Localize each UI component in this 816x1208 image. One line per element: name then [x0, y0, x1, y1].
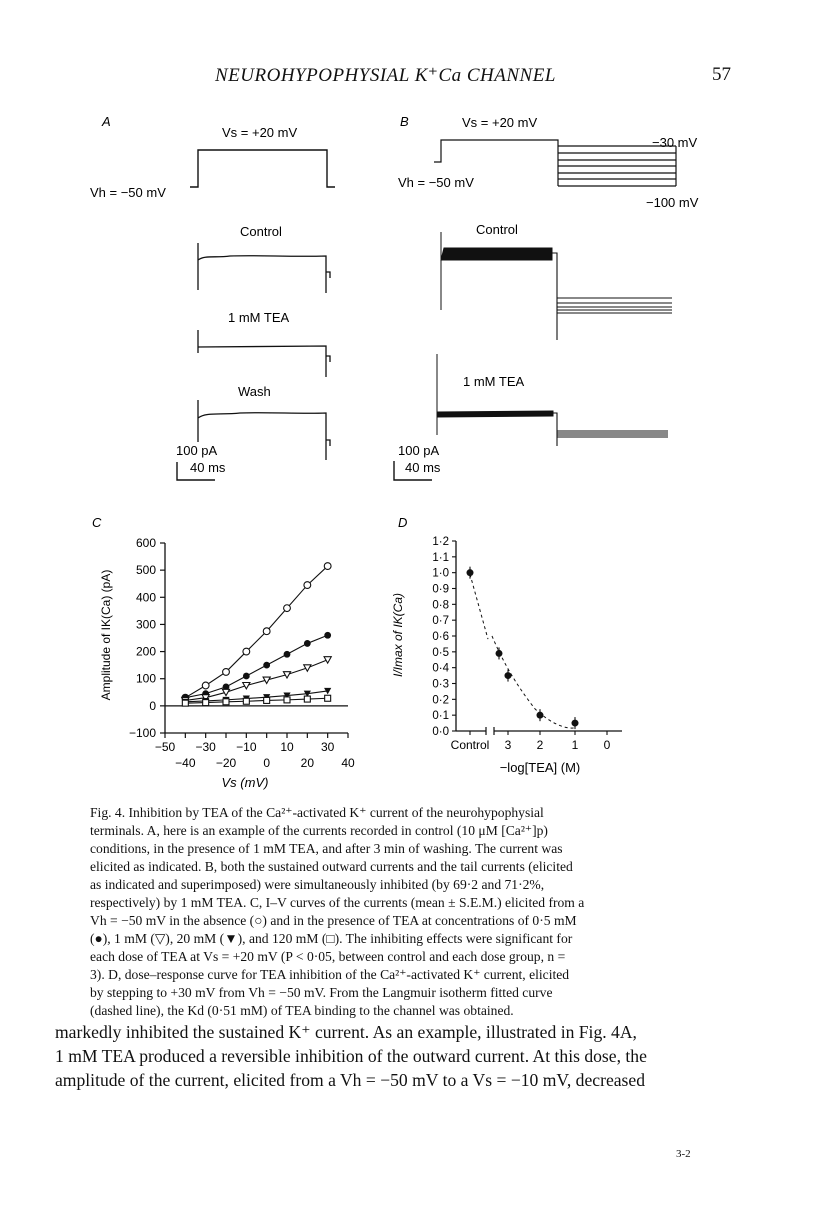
- x-tick-label: −10: [236, 740, 257, 754]
- panel-a-letter: A: [102, 114, 111, 129]
- dose-point: [505, 672, 512, 679]
- caption-line: as indicated and superimposed) were simultaneously inhibited (by 69·2 and 71·2%,: [90, 877, 545, 892]
- panel-a-scale-time: 40 ms: [190, 460, 226, 475]
- x-tick-label: 10: [280, 740, 294, 754]
- y-tick-label: 0·5: [432, 646, 449, 659]
- tea-120mm-point: [203, 700, 209, 706]
- panel-a-trace-label-wash: Wash: [238, 384, 271, 399]
- x-tick-label: 20: [300, 756, 315, 770]
- panel-b-control-trace: [441, 232, 552, 310]
- tea-1mm-point: [324, 657, 331, 663]
- tea-120mm-point: [284, 697, 290, 703]
- tea-120mm-point: [243, 698, 249, 704]
- x-tick-label: −20: [215, 756, 237, 770]
- tea-1mm-point: [243, 683, 250, 689]
- tea-05mm-point: [324, 632, 331, 639]
- caption-line: terminals. A, here is an example of the currents recorded in control (10 μM [Ca²⁺]p): [90, 823, 548, 838]
- dose-point: [572, 720, 579, 727]
- panel-a-vs-label: Vs = +20 mV: [222, 125, 298, 140]
- y-tick-label: 400: [135, 590, 156, 605]
- x-tick-label: 3: [504, 738, 512, 752]
- x-tick-label: 0: [603, 738, 611, 752]
- caption-line: Vh = −50 mV in the absence (○) and in the presence of TEA at concentrations of 0·5 mM: [90, 913, 577, 928]
- panel-d-xlabel: −log[TEA] (M): [499, 760, 581, 775]
- x-tick-label: 0: [263, 756, 271, 770]
- y-tick-label: 1·2: [432, 536, 449, 548]
- panels-ab: [0, 100, 816, 500]
- running-title: NEUROHYPOPHYSIAL K⁺Ca CHANNEL: [215, 65, 556, 86]
- x-tick-label: Control: [450, 738, 490, 752]
- y-tick-label: 0·6: [432, 631, 449, 643]
- panel-b-tail-bottom: −100 mV: [646, 195, 699, 210]
- caption-line: by stepping to +30 mV from Vh = −50 mV. From the Langmuir isotherm fitted curve: [90, 985, 553, 1000]
- x-tick-label: −50: [154, 740, 176, 754]
- x-tick-label: 40: [341, 756, 355, 770]
- dose-point: [467, 569, 474, 576]
- panel-c-xlabel: Vs (mV): [221, 775, 269, 790]
- y-tick-label: 0·4: [432, 662, 449, 675]
- panel-b-tail-top: −30 mV: [652, 135, 698, 150]
- tea-1mm-point: [304, 665, 311, 671]
- panel-a-wash-trace: [198, 400, 330, 460]
- tea-05mm-point: [243, 673, 250, 680]
- panel-b-tea-tails: [553, 413, 668, 446]
- x-tick-label: −30: [195, 740, 216, 754]
- y-tick-label: 500: [135, 563, 156, 578]
- caption-line: 3). D, dose–response curve for TEA inhibition of the Ca²⁺-activated K⁺ current, elicited: [90, 967, 570, 982]
- y-tick-label: 0: [149, 698, 156, 713]
- body-line: markedly inhibited the sustained K⁺ current. As an example, illustrated in Fig. 4A,: [55, 1022, 637, 1042]
- x-tick-label: 2: [536, 738, 544, 752]
- panel-a-voltage-protocol: [190, 150, 335, 187]
- y-tick-label: 100: [135, 671, 156, 686]
- tea-05mm-point: [284, 651, 291, 658]
- panel-c-letter: C: [92, 515, 102, 530]
- tea-120mm-point: [223, 699, 229, 705]
- control-point: [324, 563, 331, 570]
- y-tick-label: 1·0: [432, 567, 449, 580]
- caption-line: elicited as indicated. B, both the sustained outward currents and the tail currents (elicited: [90, 859, 573, 874]
- y-tick-label: 0·9: [432, 583, 449, 596]
- control-point: [304, 582, 311, 589]
- caption-line: respectively) by 1 mM TEA. C, I–V curves of the currents (mean ± S.E.M.) elicited from a: [90, 895, 585, 910]
- y-tick-label: 0·1: [432, 710, 449, 723]
- panel-c-ylabel: Amplitude of IK(Ca) (pA): [99, 569, 113, 701]
- panel-b-scale-current: 100 pA: [398, 443, 440, 458]
- tea-120mm-point: [264, 697, 270, 703]
- caption-line: conditions, in the presence of 1 mM TEA, and after 3 min of washing. The current was: [90, 841, 563, 856]
- body-text: [55, 1020, 777, 1092]
- tea-05mm-point: [304, 640, 311, 647]
- tea-120mm-point: [182, 700, 188, 706]
- panel-b-trace-label-tea: 1 mM TEA: [463, 374, 525, 389]
- x-tick-label: 30: [320, 740, 335, 754]
- x-tick-label: 1: [571, 738, 579, 752]
- control-point: [223, 669, 230, 676]
- tea-120mm-point: [304, 696, 310, 702]
- panel-b-control-tails: [552, 253, 672, 340]
- caption-line: (●), 1 mM (▽), 20 mM (▼), and 120 mM (□). The inhibiting effects were significant for: [90, 931, 573, 946]
- panel-b-trace-label-control: Control: [476, 222, 518, 237]
- figure-caption: [90, 804, 700, 1020]
- panel-a-trace-label-control: Control: [240, 224, 282, 239]
- panel-c-chart: [80, 505, 380, 795]
- dose-point: [537, 712, 544, 719]
- control-point: [202, 682, 209, 689]
- y-tick-label: 200: [135, 644, 156, 659]
- caption-line: each dose of TEA at Vs = +20 mV (P < 0·05, between control and each dose group, n =: [90, 949, 566, 964]
- body-line: amplitude of the current, elicited from a Vh = −50 mV to a Vs = −10 mV, decreased: [55, 1070, 646, 1090]
- panel-a-scale-current: 100 pA: [176, 443, 218, 458]
- caption-line: (dashed line), the Kd (0·51 mM) of TEA binding to the channel was obtained.: [90, 1003, 514, 1018]
- panel-a-trace-label-tea: 1 mM TEA: [228, 310, 290, 325]
- y-tick-label: 0·7: [432, 615, 449, 628]
- y-tick-label: 600: [135, 536, 156, 550]
- panel-a-control-trace: [198, 243, 330, 293]
- control-point: [243, 648, 250, 655]
- panel-a-vh-label: Vh = −50 mV: [90, 185, 166, 200]
- x-tick-label: −40: [175, 756, 196, 770]
- y-tick-label: 300: [135, 617, 156, 632]
- panel-a-tea-trace: [198, 330, 330, 377]
- y-tick-label: 1·1: [432, 551, 449, 564]
- panel-b-tea-trace: [437, 354, 553, 435]
- tea-05mm-point: [263, 662, 270, 669]
- y-tick-label: 0·8: [432, 599, 449, 612]
- control-point: [263, 628, 270, 635]
- fit-curve-control: [470, 574, 488, 639]
- body-line: 1 mM TEA produced a reversible inhibition of the outward current. At this dose, the: [55, 1046, 647, 1066]
- panel-b-scale-time: 40 ms: [405, 460, 441, 475]
- caption-line: Fig. 4. Inhibition by TEA of the Ca²⁺-activated K⁺ current of the neurohypophysial: [90, 805, 544, 820]
- fit-curve: [492, 636, 575, 728]
- panel-d-ylabel: I/Imax of IK(Ca): [391, 592, 405, 678]
- panel-d-chart: [390, 505, 690, 775]
- panel-d-letter: D: [398, 515, 408, 530]
- page-number: 57: [712, 64, 731, 85]
- control-point: [284, 605, 291, 612]
- y-tick-label: 0·2: [432, 694, 449, 707]
- panel-b-vs-label: Vs = +20 mV: [462, 115, 538, 130]
- y-tick-label: 0·0: [432, 726, 449, 738]
- y-tick-label: 0·3: [432, 678, 449, 691]
- panel-b-vh-label: Vh = −50 mV: [398, 175, 474, 190]
- dose-point: [496, 650, 503, 657]
- y-tick-label: −100: [128, 726, 156, 740]
- footer-signature: 3-2: [676, 1148, 691, 1160]
- panel-b-letter: B: [400, 114, 409, 129]
- tea-120mm-point: [325, 695, 331, 701]
